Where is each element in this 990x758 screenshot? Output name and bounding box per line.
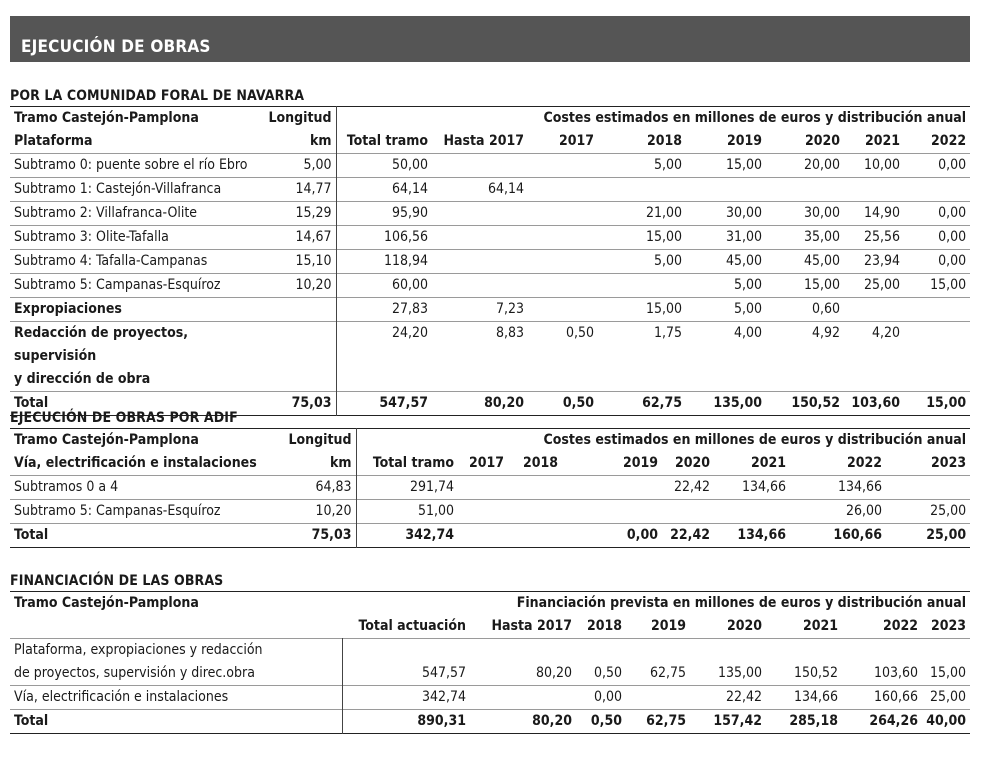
cell: 135,00 [717, 665, 762, 681]
header-banner [10, 16, 970, 62]
cell [508, 476, 562, 500]
col-tramo: Tramo Castejón-Pamplona [14, 595, 199, 611]
cell [714, 500, 790, 524]
col-2021: 2021 [802, 618, 838, 634]
cell [458, 524, 508, 548]
cell [562, 500, 662, 524]
financiacion-table [10, 591, 970, 734]
cell: 4,20 [871, 325, 900, 341]
col-plataforma: Plataforma [14, 133, 93, 149]
row-label: Vía, electrificación e instalaciones [10, 686, 342, 710]
cell: 10,00 [863, 157, 900, 173]
col-2023: 2023 [931, 455, 967, 471]
col-longitud: Longitud [288, 432, 352, 448]
col-2021: 2021 [750, 455, 786, 471]
cell: 24,20 [336, 322, 432, 392]
cell: 95,90 [336, 202, 432, 226]
cell [528, 298, 598, 322]
table-row-via [10, 686, 970, 710]
section-navarra [10, 87, 970, 416]
section-title: EJECUCIÓN DE OBRAS POR ADIF [10, 410, 238, 426]
col-tramo: Tramo Castejón-Pamplona [14, 110, 199, 126]
cell: 103,60 [851, 395, 900, 411]
col-2020: 2020 [726, 618, 762, 634]
cell [432, 274, 528, 298]
cell: 134,66 [837, 479, 882, 495]
cell: 45,00 [725, 253, 762, 269]
adif-table [10, 428, 970, 548]
cell: 64,83 [315, 479, 352, 495]
col-2018: 2018 [646, 133, 682, 149]
cell: 135,00 [713, 395, 762, 411]
col-2018: 2018 [522, 455, 558, 471]
table-row [10, 250, 970, 274]
col-2020: 2020 [674, 455, 710, 471]
header-row-2 [10, 452, 970, 476]
cell: 106,56 [336, 226, 432, 250]
cell: 0,00 [626, 527, 658, 543]
row-label: Subtramo 5: Campanas-Esquíroz [14, 277, 221, 293]
cell: 15,00 [803, 277, 840, 293]
cell: 8,83 [495, 325, 524, 341]
row-label: Expropiaciones [14, 301, 122, 317]
cell: 25,00 [926, 527, 967, 543]
cell: 0,50 [593, 665, 622, 681]
col-costes: Costes estimados en millones de euros y distribución anual [336, 107, 970, 131]
cell: 75,03 [291, 395, 332, 411]
col-2022: 2022 [882, 618, 918, 634]
cell: 14,90 [863, 205, 900, 221]
row-label: Subtramo 5: Campanas-Esquíroz [14, 503, 221, 519]
cell: 30,00 [803, 205, 840, 221]
cell: 291,74 [356, 476, 458, 500]
cell: 5,00 [733, 301, 762, 317]
cell [626, 686, 690, 710]
cell: 342,74 [421, 689, 466, 705]
cell: 22,42 [670, 527, 710, 543]
section-financiacion [10, 572, 970, 734]
cell: 60,00 [336, 274, 432, 298]
cell: 150,52 [791, 395, 840, 411]
cell: 75,03 [311, 527, 352, 543]
row-label: Subtramo 4: Tafalla-Campanas [14, 253, 208, 269]
cell [432, 226, 528, 250]
cell [432, 250, 528, 274]
table-row [10, 178, 970, 202]
navarra-table [10, 106, 970, 416]
row-label: Subtramos 0 a 4 [14, 479, 119, 495]
cell: 22,42 [725, 689, 762, 705]
cell: 4,92 [811, 325, 840, 341]
cell [598, 274, 686, 298]
cell [458, 476, 508, 500]
row-label-line2: de proyectos, supervisión y direc.obra [14, 665, 255, 681]
table-row [10, 476, 970, 500]
cell: 80,20 [535, 665, 572, 681]
cell: 23,94 [863, 253, 900, 269]
cell [432, 202, 528, 226]
col-total-tramo: Total tramo [356, 452, 458, 476]
cell: 22,42 [673, 479, 710, 495]
col-hasta-2017: Hasta 2017 [443, 133, 524, 149]
cell: 5,00 [303, 157, 332, 173]
cell [458, 500, 508, 524]
header-title: EJECUCIÓN DE OBRAS [21, 37, 211, 57]
cell: 0,50 [565, 325, 594, 341]
row-label: Subtramo 0: puente sobre el río Ebro [14, 157, 248, 173]
cell: 1,75 [653, 325, 682, 341]
cell: 62,75 [649, 665, 686, 681]
col-2019: 2019 [622, 455, 658, 471]
cell: 103,60 [873, 665, 918, 681]
row-label-line2: y dirección de obra [14, 371, 151, 387]
cell [528, 178, 598, 202]
cell: 15,00 [930, 277, 967, 293]
cell: 0,00 [938, 157, 967, 173]
table-row-total [10, 710, 970, 734]
section-adif [10, 409, 970, 548]
row-label: Total [10, 710, 342, 734]
header-row-1 [10, 107, 970, 131]
cell: 21,00 [645, 205, 682, 221]
cell: 25,56 [863, 229, 900, 245]
cell: 62,75 [642, 395, 682, 411]
col-via: Vía, electrificación e instalaciones [14, 455, 257, 471]
header-row-1 [10, 592, 970, 616]
cell: 50,00 [336, 154, 432, 178]
cell: 7,23 [495, 301, 524, 317]
cell: 134,66 [793, 689, 838, 705]
table-row-redaccion [10, 322, 970, 392]
cell [250, 298, 336, 322]
cell: 0,00 [938, 229, 967, 245]
row-label-line1: Plataforma, expropiaciones y redacción [14, 642, 263, 658]
cell: 25,00 [930, 689, 967, 705]
col-km: km [330, 455, 352, 471]
section-title: POR LA COMUNIDAD FORAL DE NAVARRA [10, 88, 305, 104]
cell: 15,00 [930, 665, 967, 681]
row-label: Total [14, 395, 49, 411]
col-total-actuacion: Total actuación [358, 618, 466, 634]
cell: 5,00 [653, 157, 682, 173]
cell: 31,00 [725, 229, 762, 245]
row-label: Subtramo 1: Castejón-Villafranca [14, 181, 222, 197]
cell [904, 298, 970, 322]
cell: 157,42 [713, 713, 762, 729]
cell [528, 154, 598, 178]
cell: 25,00 [930, 503, 967, 519]
cell: 547,57 [336, 392, 432, 416]
table-row [10, 298, 970, 322]
col-concepto [10, 615, 342, 639]
cell: 15,00 [926, 395, 967, 411]
cell: 342,74 [356, 524, 458, 548]
col-km: km [310, 133, 332, 149]
cell [508, 524, 562, 548]
col-2021: 2021 [864, 133, 900, 149]
cell [528, 202, 598, 226]
col-2018: 2018 [586, 618, 622, 634]
cell: 14,77 [295, 181, 332, 197]
cell: 45,00 [803, 253, 840, 269]
cell: 80,20 [484, 395, 524, 411]
cell: 134,66 [737, 527, 786, 543]
table-row [10, 154, 970, 178]
row-label [10, 322, 250, 392]
col-2017: 2017 [558, 133, 594, 149]
cell: 0,50 [590, 713, 622, 729]
col-2017: 2017 [468, 455, 504, 471]
col-2019: 2019 [650, 618, 686, 634]
cell: 30,00 [725, 205, 762, 221]
cell: 150,52 [793, 665, 838, 681]
row-label: Total [14, 527, 49, 543]
cell: 64,14 [487, 181, 524, 197]
cell: 15,29 [295, 205, 332, 221]
cell [686, 178, 766, 202]
col-2019: 2019 [726, 133, 762, 149]
cell [662, 500, 714, 524]
col-2022: 2022 [846, 455, 882, 471]
col-tramo: Tramo Castejón-Pamplona [14, 432, 199, 448]
cell [844, 178, 904, 202]
cell: 5,00 [733, 277, 762, 293]
cell: 890,31 [417, 713, 466, 729]
cell [432, 154, 528, 178]
row-label: Subtramo 3: Olite-Tafalla [14, 229, 169, 245]
cell [598, 178, 686, 202]
cell: 10,20 [295, 277, 332, 293]
cell: 15,00 [725, 157, 762, 173]
cell: 160,66 [833, 527, 882, 543]
cell [508, 500, 562, 524]
table-row [10, 202, 970, 226]
cell: 25,00 [863, 277, 900, 293]
cell: 26,00 [845, 503, 882, 519]
cell [766, 178, 844, 202]
col-longitud: Longitud [268, 110, 332, 126]
header-row-2 [10, 615, 970, 639]
cell: 64,14 [336, 178, 432, 202]
cell: 15,00 [645, 229, 682, 245]
cell: 0,50 [562, 395, 594, 411]
col-2023: 2023 [931, 618, 967, 634]
row-label [10, 639, 342, 686]
header-row-1 [10, 429, 970, 453]
table-row [10, 500, 970, 524]
cell: 62,75 [646, 713, 686, 729]
cell: 547,57 [421, 665, 466, 681]
cell [844, 298, 904, 322]
cell: 14,67 [295, 229, 332, 245]
col-2020: 2020 [804, 133, 840, 149]
cell: 0,00 [593, 689, 622, 705]
row-label: Subtramo 2: Villafranca-Olite [14, 205, 198, 221]
cell [904, 178, 970, 202]
table-row [10, 274, 970, 298]
cell: 5,00 [653, 253, 682, 269]
col-hasta-2017: Hasta 2017 [491, 618, 572, 634]
cell: 160,66 [873, 689, 918, 705]
cell [904, 322, 970, 392]
section-title: FINANCIACIÓN DE LAS OBRAS [10, 573, 224, 589]
cell: 35,00 [803, 229, 840, 245]
cell: 285,18 [789, 713, 838, 729]
cell: 0,00 [938, 205, 967, 221]
cell: 0,60 [811, 301, 840, 317]
cell: 10,20 [315, 503, 352, 519]
col-total-tramo: Total tramo [336, 130, 432, 154]
cell [886, 476, 970, 500]
cell: 27,83 [336, 298, 432, 322]
cell: 264,26 [869, 713, 918, 729]
cell: 0,00 [938, 253, 967, 269]
cell: 118,94 [336, 250, 432, 274]
cell [250, 322, 336, 392]
cell: 4,00 [733, 325, 762, 341]
header-row-2 [10, 130, 970, 154]
cell: 80,20 [532, 713, 572, 729]
col-2022: 2022 [931, 133, 967, 149]
table-row [10, 226, 970, 250]
col-costes: Costes estimados en millones de euros y distribución anual [356, 429, 970, 453]
cell: 40,00 [926, 713, 967, 729]
cell: 51,00 [356, 500, 458, 524]
cell: 15,10 [295, 253, 332, 269]
col-financiacion: Financiación prevista en millones de euros y distribución anual [516, 595, 967, 611]
cell: 15,00 [645, 301, 682, 317]
cell [528, 250, 598, 274]
table-row-total [10, 524, 970, 548]
row-label-line1: Redacción de proyectos, supervisión [14, 325, 189, 364]
cell [470, 686, 576, 710]
cell: 134,66 [741, 479, 786, 495]
cell [528, 274, 598, 298]
cell [562, 476, 662, 500]
cell: 20,00 [803, 157, 840, 173]
cell [528, 226, 598, 250]
table-row-plataforma [10, 639, 970, 686]
